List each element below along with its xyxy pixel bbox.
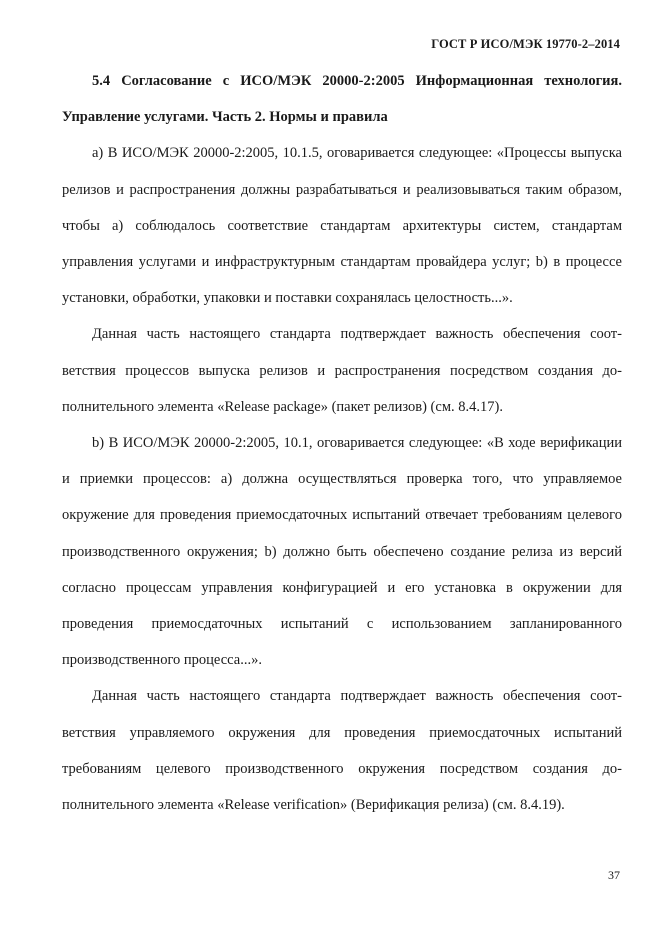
- paragraph-a: a) В ИСО/МЭК 20000-2:2005, 10.1.5, оговаривается следующее: «Процессы выпуска релизов и распространения должны разрабатываться и реализовываться таким образом, чтобы а) соблюдалось соответствие стандартам архитектуры систем, стандартам управления услугами и инфраструктурным стандартам провайдера услуг; b) в процессе установки, обработки, упаковки и поставки сохранялась целостность...».: [62, 145, 622, 307]
- paragraph-a-comment: Данная часть настоящего стандарта подтверждает важность обеспечения соответствия процессов выпуска релизов и распространения посредством создания дополнительного элемента «Release package» (пакет релизов) (см. 8.4.17).: [62, 326, 622, 415]
- section-title: 5.4 Согласование с ИСО/МЭК 20000-2:2005 Информационная технология. Управление услугами. Часть 2. Нормы и правила: [62, 73, 622, 126]
- document-body: [62, 63, 622, 823]
- document-code-header: ГОСТ Р ИСО/МЭК 19770-2–2014: [431, 37, 620, 51]
- page-number: 37: [608, 868, 620, 882]
- paragraph-b-comment: Данная часть настоящего стандарта подтверждает важность обеспечения соответствия управляемого окружения для проведения приемосдаточных испытаний требованиям целевого производственного окружения посредством создания дополнительного элемента «Release verification» (Верификация релиза) (см. 8.4.19).: [62, 688, 622, 814]
- paragraph-b: b) В ИСО/МЭК 20000-2:2005, 10.1, оговаривается следующее: «В ходе верификации и приемки процессов: а) должна осуществляться проверка того, что управляемое окружение для проведения приемосдаточных испытаний отвечает требованиям целевого производственного окружения; b) должно быть обеспечено создание релиза из версий согласно процессам управления конфигурацией и его установка в окружении для проведения приемосдаточных испытаний с использованием запланированного производственного процесса...».: [62, 435, 622, 669]
